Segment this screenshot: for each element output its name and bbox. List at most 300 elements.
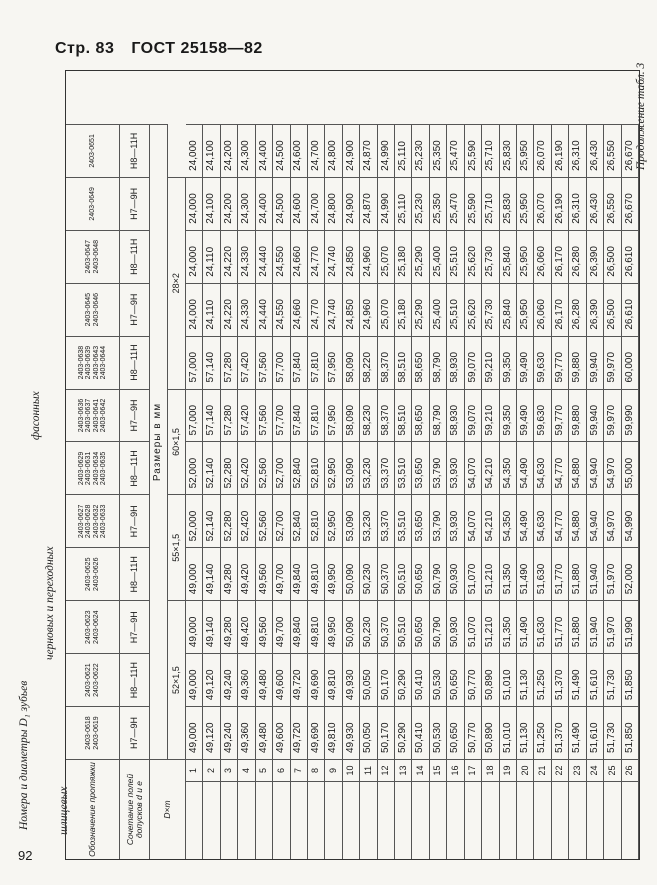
table-cell: 49,240 [221, 706, 238, 759]
table-cell: 51,940 [587, 547, 604, 600]
table-cell: 49,700 [273, 547, 290, 600]
table-cell: 57,420 [238, 336, 255, 389]
table-cell: 24,500 [273, 177, 290, 230]
dxm-group: 52×1,5 [168, 600, 186, 759]
table-cell: 26,190 [552, 124, 569, 177]
table-cell: 24,100 [203, 124, 220, 177]
table-cell: 58,510 [395, 389, 412, 442]
table-cell: 25,840 [500, 283, 517, 336]
side-label-fasonnyh: фасонных [30, 391, 42, 440]
table-cell: 51,130 [517, 706, 534, 759]
table-cell: 49,810 [308, 600, 325, 653]
table-cell: 26,070 [534, 124, 551, 177]
table-cell: 25,510 [447, 230, 464, 283]
column-codes: 2403-0629 2403-0631 2403-0634 2403-0635 [66, 441, 120, 494]
table-cell: 51,250 [534, 653, 551, 706]
table-cell: 49,480 [256, 653, 273, 706]
table-cell: 59,970 [604, 389, 621, 442]
table-cell: 52,140 [203, 494, 220, 547]
dxm-header: D×m [150, 759, 186, 859]
table-continued-label: Продолжение табл. 3 [635, 62, 647, 170]
table-cell: 24,000 [186, 283, 203, 336]
table-cell: 24,960 [360, 283, 377, 336]
table-cell: 25,070 [378, 283, 395, 336]
row-number: 21 [534, 759, 551, 781]
table-cell: 51,970 [604, 600, 621, 653]
row-number: 3 [221, 759, 238, 781]
table-cell: 49,600 [273, 706, 290, 759]
table-cell: 50,650 [447, 653, 464, 706]
table-cell: 24,400 [256, 124, 273, 177]
table-cell: 54,970 [604, 494, 621, 547]
table-cell: 51,490 [517, 600, 534, 653]
table-cell: 58,790 [430, 389, 447, 442]
table-cell: 49,140 [203, 547, 220, 600]
row-number: 13 [395, 759, 412, 781]
table-cell: 25,950 [517, 283, 534, 336]
row-label-cell [360, 781, 377, 859]
table-cell: 57,840 [291, 389, 308, 442]
column-codes: 2403-0638 2403-0639 2403-0643 2403-0644 [66, 336, 120, 389]
column-tolerance-class: H8—11H [120, 547, 150, 600]
table-cell: 57,280 [221, 336, 238, 389]
table-cell: 24,600 [291, 177, 308, 230]
column-tolerance-class: H8—11H [120, 230, 150, 283]
table-cell: 25,840 [500, 230, 517, 283]
table-cell: 49,810 [308, 547, 325, 600]
row-label-cell [256, 781, 273, 859]
table-cell: 52,000 [186, 494, 203, 547]
table-cell: 24,850 [343, 230, 360, 283]
table-cell: 54,350 [500, 494, 517, 547]
table-cell: 59,880 [569, 336, 586, 389]
table-cell: 50,770 [465, 706, 482, 759]
table-cell: 58,230 [360, 389, 377, 442]
table-cell: 24,800 [325, 177, 342, 230]
table-cell: 24,660 [291, 230, 308, 283]
table-cell: 26,670 [622, 124, 639, 177]
row-label-cell [447, 781, 464, 859]
table-cell: 58,090 [343, 389, 360, 442]
table-cell: 52,810 [308, 441, 325, 494]
table-cell: 53,370 [378, 441, 395, 494]
table-cell: 53,090 [343, 494, 360, 547]
table-cell: 58,650 [412, 336, 429, 389]
table-cell: 49,690 [308, 653, 325, 706]
table-cell: 58,370 [378, 389, 395, 442]
table-cell: 51,770 [552, 600, 569, 653]
table-cell: 51,070 [465, 547, 482, 600]
table-cell: 24,900 [343, 177, 360, 230]
table-cell: 59,970 [604, 336, 621, 389]
dxm-group: 55×1,5 [168, 494, 186, 600]
table-cell: 50,790 [430, 547, 447, 600]
table-cell: 51,610 [587, 653, 604, 706]
table-cell: 24,770 [308, 230, 325, 283]
table-cell: 49,810 [325, 653, 342, 706]
row-label-cell [465, 781, 482, 859]
table-cell: 26,500 [604, 230, 621, 283]
table-cell: 55,000 [622, 441, 639, 494]
table-cell: 59,940 [587, 389, 604, 442]
table-cell: 49,950 [325, 600, 342, 653]
table-cell: 50,930 [447, 600, 464, 653]
table-cell: 25,950 [517, 230, 534, 283]
table-cell: 50,090 [343, 547, 360, 600]
table-cell: 26,310 [569, 124, 586, 177]
column-codes: 2403-0645 2403-0646 [66, 283, 120, 336]
table-cell: 59,070 [465, 336, 482, 389]
table-cell: 26,280 [569, 283, 586, 336]
table-cell: 51,070 [465, 600, 482, 653]
table-cell: 24,000 [186, 230, 203, 283]
table-cell: 25,400 [430, 230, 447, 283]
table-cell: 53,650 [412, 494, 429, 547]
table-cell: 52,560 [256, 441, 273, 494]
row-label-cell [203, 781, 220, 859]
table-cell: 52,700 [273, 494, 290, 547]
side-label-main: Номера и диаметры D₁ зубьев [18, 680, 30, 830]
table-cell: 59,350 [500, 336, 517, 389]
row-label-cell [221, 781, 238, 859]
table-cell: 26,310 [569, 177, 586, 230]
table-cell: 26,390 [587, 283, 604, 336]
row-label-cell [587, 781, 604, 859]
table-cell: 59,490 [517, 389, 534, 442]
table-cell: 24,100 [203, 177, 220, 230]
table-cell: 25,730 [482, 283, 499, 336]
table-cell: 51,880 [569, 547, 586, 600]
table-cell: 51,010 [500, 653, 517, 706]
table-cell: 57,280 [221, 389, 238, 442]
table-cell: 57,140 [203, 389, 220, 442]
table-cell: 49,720 [291, 653, 308, 706]
page-number-label: Стр. 83 [55, 40, 115, 57]
table-cell: 58,930 [447, 336, 464, 389]
column-codes: 2403-0636 2403-0637 2403-0641 2403-0642 [66, 389, 120, 442]
table-cell: 53,790 [430, 441, 447, 494]
table-cell: 24,900 [343, 124, 360, 177]
table-cell: 51,370 [552, 653, 569, 706]
row-label-cell [430, 781, 447, 859]
table-cell: 57,810 [308, 389, 325, 442]
table-cell: 25,290 [412, 230, 429, 283]
table-cell: 25,620 [465, 283, 482, 336]
size-table [65, 70, 640, 860]
table-cell: 26,170 [552, 230, 569, 283]
table-cell: 24,300 [238, 124, 255, 177]
table-cell: 24,740 [325, 230, 342, 283]
table-cell: 24,200 [221, 177, 238, 230]
row-number: 5 [256, 759, 273, 781]
column-tolerance-class: H8—11H [120, 336, 150, 389]
table-cell: 25,830 [500, 177, 517, 230]
table-cell: 51,630 [534, 547, 551, 600]
table-cell: 49,840 [291, 547, 308, 600]
table-cell: 24,220 [221, 230, 238, 283]
table-cell: 57,950 [325, 389, 342, 442]
table-cell: 25,400 [430, 283, 447, 336]
row-number: 14 [412, 759, 429, 781]
table-cell: 51,490 [517, 547, 534, 600]
table-cell: 51,010 [500, 706, 517, 759]
table-cell: 54,970 [604, 441, 621, 494]
row-number: 20 [517, 759, 534, 781]
table-cell: 24,300 [238, 177, 255, 230]
table-cell: 57,140 [203, 336, 220, 389]
row-label-cell [291, 781, 308, 859]
table-cell: 54,770 [552, 441, 569, 494]
table-cell: 50,530 [430, 706, 447, 759]
row-number: 24 [587, 759, 604, 781]
table-cell: 50,090 [343, 600, 360, 653]
table-cell: 25,110 [395, 124, 412, 177]
table-cell: 25,470 [447, 124, 464, 177]
table-cell: 24,200 [221, 124, 238, 177]
table-cell: 50,930 [447, 547, 464, 600]
table-cell: 25,470 [447, 177, 464, 230]
table-cell: 49,930 [343, 653, 360, 706]
table-cell: 26,070 [534, 177, 551, 230]
row-number: 25 [604, 759, 621, 781]
row-number: 18 [482, 759, 499, 781]
table-cell: 54,490 [517, 441, 534, 494]
table-cell: 51,210 [482, 600, 499, 653]
table-cell: 50,510 [395, 600, 412, 653]
table-cell: 26,280 [569, 230, 586, 283]
table-cell: 57,560 [256, 336, 273, 389]
page-header [55, 40, 275, 58]
table-cell: 49,560 [256, 600, 273, 653]
row-number: 16 [447, 759, 464, 781]
row-label-cell [552, 781, 569, 859]
table-cell: 53,510 [395, 494, 412, 547]
table-cell: 49,690 [308, 706, 325, 759]
table-cell: 49,000 [186, 653, 203, 706]
table-cell: 52,280 [221, 494, 238, 547]
table-cell: 54,210 [482, 441, 499, 494]
table-cell: 24,550 [273, 283, 290, 336]
table-cell: 51,770 [552, 547, 569, 600]
table-cell: 25,510 [447, 283, 464, 336]
table-cell: 51,630 [534, 600, 551, 653]
table-cell: 25,830 [500, 124, 517, 177]
table-cell: 25,350 [430, 124, 447, 177]
table-cell: 51,850 [622, 653, 639, 706]
table-cell: 25,590 [465, 124, 482, 177]
table-cell: 59,630 [534, 389, 551, 442]
table-cell: 24,400 [256, 177, 273, 230]
table-cell: 52,950 [325, 494, 342, 547]
table-cell: 59,770 [552, 336, 569, 389]
table-cell: 24,000 [186, 124, 203, 177]
table-cell: 51,350 [500, 600, 517, 653]
table-cell: 26,430 [587, 177, 604, 230]
table-cell: 57,840 [291, 336, 308, 389]
table-cell: 51,130 [517, 653, 534, 706]
table-cell: 58,930 [447, 389, 464, 442]
table-cell: 24,440 [256, 230, 273, 283]
table-cell: 49,280 [221, 600, 238, 653]
table-cell: 57,000 [186, 336, 203, 389]
table-cell: 58,090 [343, 336, 360, 389]
table-cell: 57,000 [186, 389, 203, 442]
column-codes: 2403-0627 2403-0628 2403-0632 2403-0633 [66, 494, 120, 547]
row-number: 2 [203, 759, 220, 781]
row-label-cell [482, 781, 499, 859]
table-cell: 50,230 [360, 547, 377, 600]
table-cell: 25,290 [412, 283, 429, 336]
table-cell: 25,950 [517, 124, 534, 177]
table-cell: 49,360 [238, 706, 255, 759]
table-cell: 51,990 [622, 600, 639, 653]
column-codes: 2403-0651 [66, 124, 120, 177]
row-number: 23 [569, 759, 586, 781]
combination-header: Сочетание полей допусков d и e [120, 759, 150, 859]
table-cell: 49,280 [221, 547, 238, 600]
row-number: 12 [378, 759, 395, 781]
table-cell: 26,500 [604, 283, 621, 336]
table-cell: 49,120 [203, 706, 220, 759]
table-cell: 50,890 [482, 706, 499, 759]
table-cell: 53,930 [447, 494, 464, 547]
table-cell: 51,970 [604, 547, 621, 600]
table-cell: 51,210 [482, 547, 499, 600]
table-cell: 50,650 [412, 600, 429, 653]
table-cell: 60,000 [622, 336, 639, 389]
table-cell: 50,410 [412, 653, 429, 706]
table-cell: 25,730 [482, 230, 499, 283]
table-cell: 50,790 [430, 600, 447, 653]
standard-label: ГОСТ 25158—82 [131, 40, 263, 57]
column-tolerance-class: H7—9H [120, 283, 150, 336]
table-cell: 59,770 [552, 389, 569, 442]
table-cell: 52,420 [238, 494, 255, 547]
table-cell: 59,070 [465, 389, 482, 442]
dxm-group: 28×2 [168, 177, 186, 389]
table-cell: 53,090 [343, 441, 360, 494]
table-cell: 54,210 [482, 494, 499, 547]
row-label-cell [569, 781, 586, 859]
table-cell: 26,170 [552, 283, 569, 336]
table-cell: 52,000 [622, 547, 639, 600]
table-cell: 59,880 [569, 389, 586, 442]
row-number: 17 [465, 759, 482, 781]
column-codes: 2403-0647 2403-0648 [66, 230, 120, 283]
table-cell: 24,110 [203, 230, 220, 283]
table-cell: 52,840 [291, 441, 308, 494]
table-cell: 49,420 [238, 547, 255, 600]
table-cell: 49,720 [291, 706, 308, 759]
table-cell: 54,070 [465, 441, 482, 494]
table-cell: 49,240 [221, 653, 238, 706]
table-cell: 25,180 [395, 230, 412, 283]
table-cell: 25,590 [465, 177, 482, 230]
table-cell: 57,700 [273, 336, 290, 389]
row-label-cell [238, 781, 255, 859]
table-cell: 50,290 [395, 653, 412, 706]
table-cell: 24,220 [221, 283, 238, 336]
row-label-cell [343, 781, 360, 859]
table-cell: 54,630 [534, 441, 551, 494]
table-cell: 53,230 [360, 494, 377, 547]
table-cell: 49,000 [186, 706, 203, 759]
table-cell: 58,510 [395, 336, 412, 389]
table-cell: 59,350 [500, 389, 517, 442]
table-cell: 24,850 [343, 283, 360, 336]
table-cell: 59,210 [482, 389, 499, 442]
table-cell: 57,560 [256, 389, 273, 442]
table-cell: 51,490 [569, 706, 586, 759]
table-cell: 50,530 [430, 653, 447, 706]
table-cell: 26,060 [534, 230, 551, 283]
table-cell: 24,990 [378, 124, 395, 177]
table-cell: 57,700 [273, 389, 290, 442]
row-label-cell [517, 781, 534, 859]
table-cell: 25,710 [482, 177, 499, 230]
table-cell: 50,650 [447, 706, 464, 759]
column-codes: 2403-0625 2403-0626 [66, 547, 120, 600]
table-cell: 50,170 [378, 706, 395, 759]
row-number: 26 [622, 759, 639, 781]
table-cell: 49,000 [186, 547, 203, 600]
table-cell: 59,210 [482, 336, 499, 389]
column-tolerance-class: H7—9H [120, 706, 150, 759]
row-label-cell [378, 781, 395, 859]
table-cell: 24,600 [291, 124, 308, 177]
table-cell: 54,630 [534, 494, 551, 547]
row-label-cell [604, 781, 621, 859]
table-cell: 51,350 [500, 547, 517, 600]
table-cell: 59,940 [587, 336, 604, 389]
table-cell: 54,070 [465, 494, 482, 547]
table-cell: 24,000 [186, 177, 203, 230]
table-cell: 53,790 [430, 494, 447, 547]
table-cell: 54,880 [569, 441, 586, 494]
table-cell: 51,880 [569, 600, 586, 653]
column-tolerance-class: H8—11H [120, 441, 150, 494]
table-cell: 49,840 [291, 600, 308, 653]
designation-header: Обозначение протяжки [66, 759, 120, 859]
column-codes: 2403-0621 2403-0622 [66, 653, 120, 706]
table-cell: 52,140 [203, 441, 220, 494]
column-tolerance-class: H7—9H [120, 600, 150, 653]
table-cell: 52,560 [256, 494, 273, 547]
row-number: 8 [308, 759, 325, 781]
table-cell: 57,420 [238, 389, 255, 442]
table-cell: 25,230 [412, 124, 429, 177]
table-cell: 52,000 [186, 441, 203, 494]
column-codes: 2403-0649 [66, 177, 120, 230]
table-cell: 54,880 [569, 494, 586, 547]
table-cell: 58,650 [412, 389, 429, 442]
table-cell: 49,930 [343, 706, 360, 759]
table-cell: 50,770 [465, 653, 482, 706]
table-cell: 51,250 [534, 706, 551, 759]
table-cell: 25,070 [378, 230, 395, 283]
dxm-group: 60×1,5 [168, 389, 186, 495]
row-number: 15 [430, 759, 447, 781]
table-cell: 49,560 [256, 547, 273, 600]
table-cell: 26,430 [587, 124, 604, 177]
row-label-cell [412, 781, 429, 859]
table-cell: 24,990 [378, 177, 395, 230]
column-tolerance-class: H8—11H [120, 653, 150, 706]
table-cell: 49,950 [325, 547, 342, 600]
row-label-cell [325, 781, 342, 859]
table-cell: 52,840 [291, 494, 308, 547]
table-cell: 24,330 [238, 283, 255, 336]
